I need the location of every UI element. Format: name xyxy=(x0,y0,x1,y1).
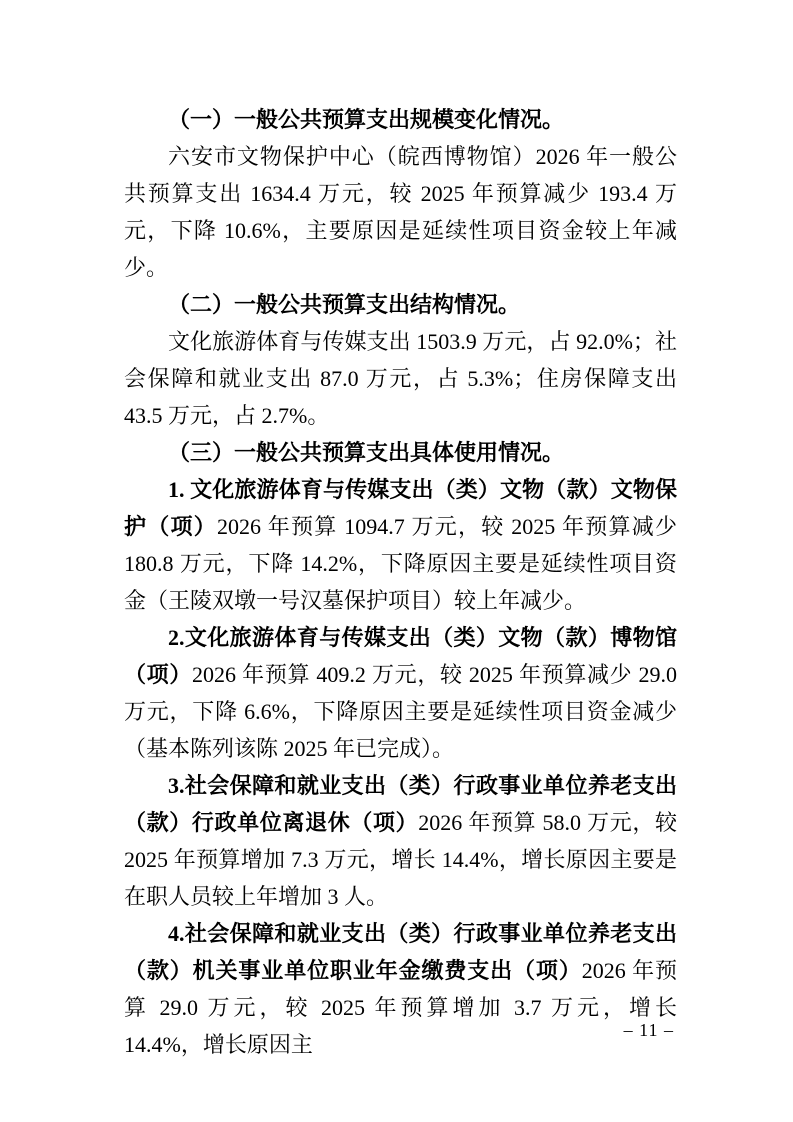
budget-item-3-title: 3.社会保障和就业支出（类）行政事业单位养老支出（款）行政单位离退休（项） xyxy=(124,773,677,835)
para-expenditure-structure: 文化旅游体育与传媒支出 1503.9 万元，占 92.0%；社会保障和就业支出 87.0 万元，占 5.3%；住房保障支出 43.5 万元，占 2.7%。 xyxy=(124,329,677,428)
para-budget-item-2 xyxy=(124,619,677,767)
budget-item-2-detail: 2026 年预算 409.2 万元，较 2025 年预算减少 29.0 万元，下降 6.6%，下降原因主要是延续性项目资金减少（基本陈列该陈 2025 年已完成）。 xyxy=(124,662,677,761)
budget-item-3-detail: 2026 年预算 58.0 万元，较 2025 年预算增加 7.3 万元，增长 14.4%，增长原因主要是在职人员较上年增加 3 人。 xyxy=(124,810,677,909)
heading-section-2: （二）一般公共预算支出结构情况。 xyxy=(168,292,521,317)
heading-section-1: （一）一般公共预算支出规模变化情况。 xyxy=(168,107,565,132)
budget-item-2-title: 2.文化旅游体育与传媒支出（类）文物（款）博物馆（项） xyxy=(124,625,677,687)
para-expenditure-scale: 六安市文物保护中心（皖西博物馆）2026 年一般公共预算支出 1634.4 万元，较 2025 年预算减少 193.4 万元，下降 10.6%，主要原因是延续性项目资金较上年减少。 xyxy=(124,144,677,280)
document-content xyxy=(124,101,677,1063)
budget-item-4-title: 4.社会保障和就业支出（类）行政事业单位养老支出（款）机关事业单位职业年金缴费支出（项） xyxy=(124,921,677,983)
heading-section-3: （三）一般公共预算支出具体使用情况。 xyxy=(168,440,565,465)
para-budget-item-1 xyxy=(124,471,677,619)
para-budget-item-4 xyxy=(124,915,677,1063)
para-budget-item-3 xyxy=(124,767,677,915)
page-number: – 11 – xyxy=(623,1020,674,1040)
budget-item-1-title: 1. 文化旅游体育与传媒支出（类）文物（款）文物保护（项） xyxy=(124,477,677,539)
budget-item-4-detail: 2026 年预算 29.0 万元，较 2025 年预算增加 3.7 万元，增长 14.4%，增长原因主 xyxy=(124,958,677,1057)
budget-item-1-detail: 2026 年预算 1094.7 万元，较 2025 年预算减少 180.8 万元，下降 14.2%，下降原因主要是延续性项目资金（王陵双墩一号汉墓保护项目）较上年减少。 xyxy=(124,514,677,613)
